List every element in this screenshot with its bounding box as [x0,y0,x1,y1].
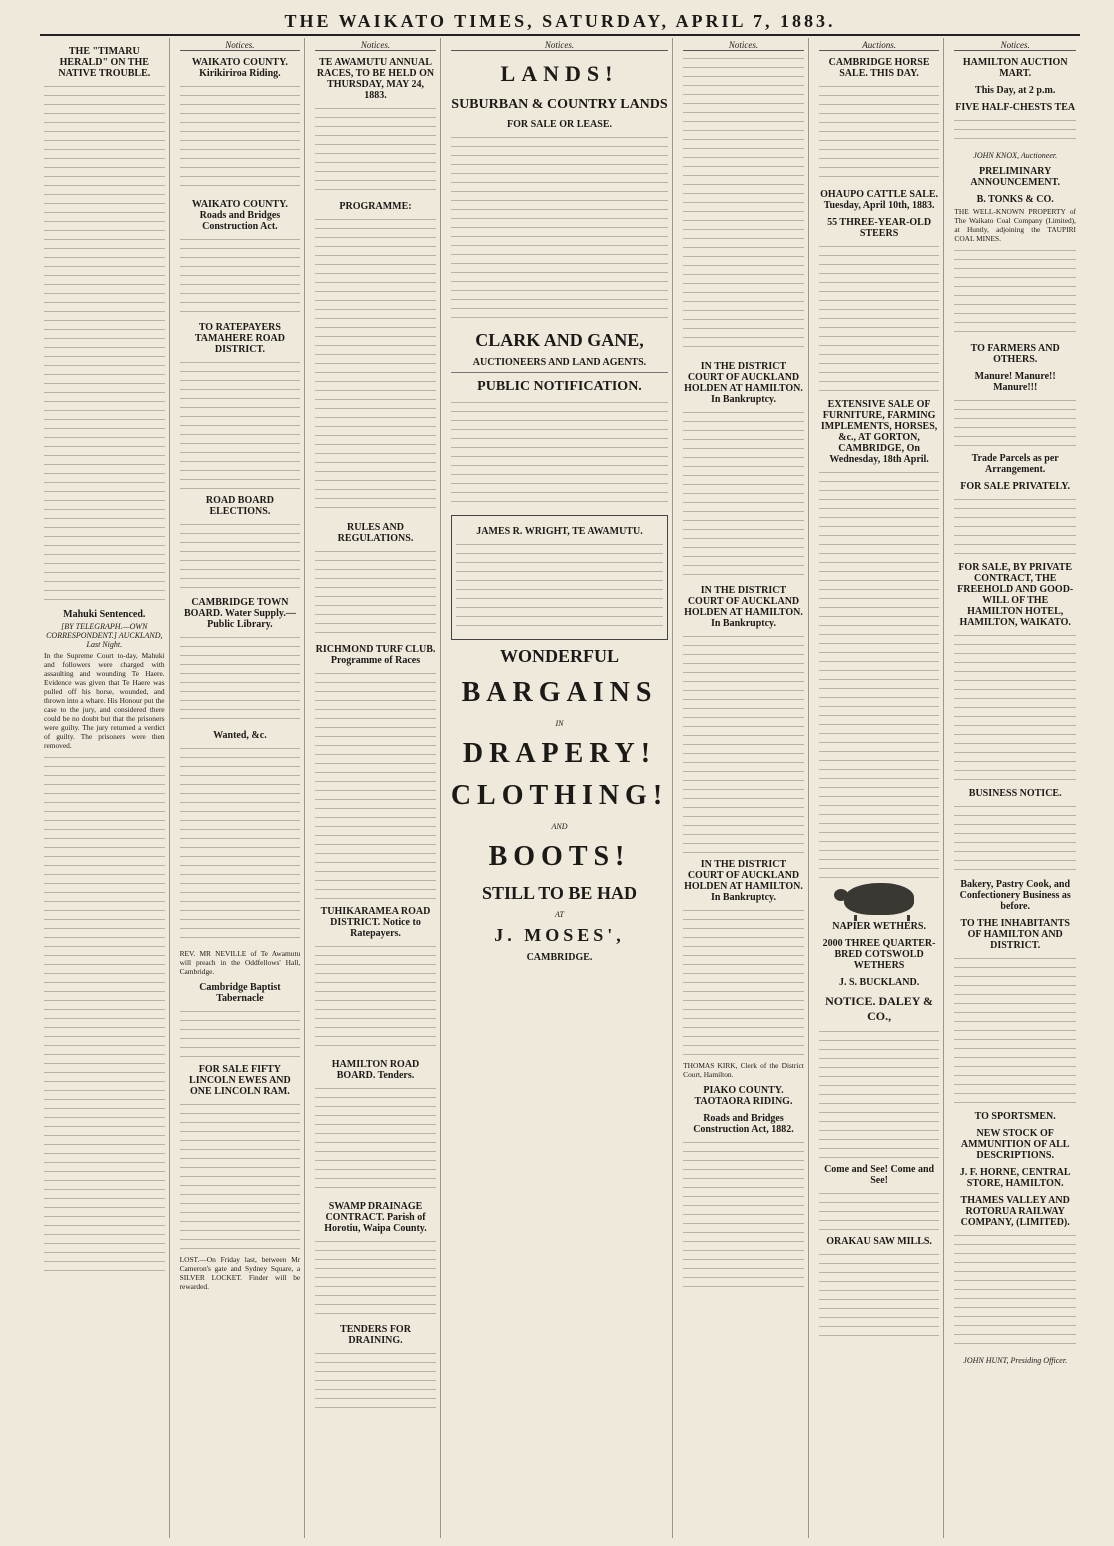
ad-tea: FIVE HALF-CHESTS TEA [955,102,1076,113]
ad-at: AT [554,910,565,919]
article-text-block [44,754,165,1274]
notice-text [683,409,804,579]
notice-elections: ROAD BOARD ELECTIONS. [205,495,274,517]
column-heading: Auctions. [819,40,940,51]
column-7 [950,38,1080,1538]
article-title: THE "TIMARU HERALD" ON THE NATIVE TROUBLE. [58,46,151,79]
ad-knox: JOHN KNOX, Auctioneer. [973,151,1058,160]
ad-bakery: Bakery, Pastry Cook, and Confectionery Business as before. [959,879,1071,912]
ad-cambridge: CAMBRIDGE. [526,952,593,963]
ad-text [819,243,940,393]
ad-horse-sale: CAMBRIDGE HORSE SALE. THIS DAY. [828,57,930,79]
ad-wright [451,515,668,640]
ad-text [819,1190,940,1230]
ad-auctioneers: AUCTIONEERS AND LAND AGENTS. [472,357,647,368]
ad-this-day: This Day, at 2 p.m. [975,85,1056,96]
ad-boots: BOOTS! [488,841,631,872]
notice-text [315,670,436,900]
notice-piako: PIAKO COUNTY. TAOTAORA RIDING. [694,1085,793,1107]
ad-extensive-sale: EXTENSIVE SALE OF FURNITURE, FARMING IMPLEMENTS, HORSES, &c., AT GORTON, CAMBRIDGE, On Wednesday, 18th April. [820,399,938,465]
notice-text [683,907,804,1057]
ad-steers: 55 THREE-YEAR-OLD STEERS [827,217,932,239]
notice-kirk: THOMAS KIRK, Clerk of the District Court, Hamilton. [683,1061,804,1079]
ad-business: BUSINESS NOTICE. [968,788,1062,799]
ad-text [819,83,940,183]
notice-baptist: Cambridge Baptist Tabernacle [199,982,281,1004]
byline: [BY TELEGRAPH.—OWN CORRESPONDENT.] AUCKLAND, Last Night. [46,622,163,649]
ad-wonderful: WONDERFUL [499,646,619,666]
column-heading: Notices. [683,40,804,51]
ad-text [954,632,1076,782]
ad-inhabitants: TO THE INHABITANTS OF HAMILTON AND DISTRICT. [960,918,1070,951]
column-heading: Notices. [315,40,436,51]
notice-neville: REV. MR NEVILLE of Te Awamutu will preach in the Oddfellows' Hall, Cambridge. [179,949,301,976]
notice-text [315,1085,436,1195]
notice-court-2: IN THE DISTRICT COURT OF AUCKLAND HOLDEN AT HAMILTON. In Bankruptcy. [684,585,803,629]
ad-orakau: ORAKAU SAW MILLS. [826,1236,932,1247]
ad-in: IN [555,719,564,728]
notice-waikato-county: WAIKATO COUNTY. Kirikiriroa Riding. [191,57,288,79]
ad-bargains: BARGAINS [461,677,658,708]
ad-text [954,117,1076,147]
column-3 [311,38,441,1538]
notice-piako-roads: Roads and Bridges Construction Act, 1882. [693,1113,794,1135]
column-heading: Notices. [180,40,301,51]
ad-railway: THAMES VALLEY AND ROTORUA RAILWAY COMPANY, (LIMITED). [960,1195,1070,1228]
notice-text [180,359,301,489]
notice-text [683,1139,804,1289]
ad-text [954,803,1076,873]
ad-wethers: 2000 THREE QUARTER-BRED COTSWOLD WETHERS [822,938,936,971]
ad-text [954,955,1076,1105]
notice-tamahere: TO RATEPAYERS TAMAHERE ROAD DISTRICT. [194,322,285,355]
rules-heading: RULES AND REGULATIONS. [337,522,414,544]
article-paragraph: In the Supreme Court to-day, Mahuki and followers were charged with assaulting and wounding Te Haere. Evidence was given that Te Haere was pulled off his horse, wounded, and thrown into a whare. His Honour put the case to the jury, and considered there could be no doubt but that the prisoners were guilty. The jury returned a verdict of guilty. The prisoners were then removed. [44,651,165,750]
notice-richmond: RICHMOND TURF CLUB. Programme of Races [315,644,436,666]
notice-text [315,1350,436,1410]
ad-clark-gane: CLARK AND GANE, [475,330,644,350]
notice-lost: LOST.—On Friday last, between Mr Cameron's gate and Sydney Square, a SILVER LOCKET. Finder will be rewarded. [179,1255,301,1291]
column-6 [815,38,945,1538]
notice-text [683,55,804,355]
ad-daley: NOTICE. DALEY & CO., [825,994,934,1023]
column-heading: Notices. [451,40,668,51]
ad-trade: Trade Parcels as per Arrangement. [971,453,1059,475]
ad-horne: J. F. HORNE, CENTRAL STORE, HAMILTON. [959,1167,1071,1189]
ad-moses: J. MOSES', [494,925,625,945]
notice-text [180,521,301,591]
notice-text [180,1101,301,1251]
notice-tuhikaramea: TUHIKARAMEA ROAD DISTRICT. Notice to Ratepayers. [320,906,431,939]
notice-roads-bridges: WAIKATO COUNTY. Roads and Bridges Construction Act. [191,199,288,232]
ad-suburban: SUBURBAN & COUNTRY LANDS [451,97,668,112]
section-wanted: Wanted, &c. [213,730,267,741]
ad-ohaupo: OHAUPO CATTLE SALE. Tuesday, April 10th, 1883. [820,189,939,211]
ad-taupiri: THE WELL-KNOWN PROPERTY of The Waikato Coal Company (Limited), at Huntly, adjoining the TAUPIRI COAL MINES. [954,207,1076,243]
ad-text [954,496,1076,556]
ad-prelim: PRELIMINARY ANNOUNCEMENT. [970,166,1060,188]
ad-drapery: DRAPERY! [462,738,657,769]
ad-text [456,541,663,631]
notice-text [180,634,301,724]
notice-text [315,1238,436,1318]
column-1 [40,38,170,1538]
column-4 [447,38,673,1538]
notice-text [315,943,436,1053]
notice-court-3: IN THE DISTRICT COURT OF AUCKLAND HOLDEN AT HAMILTON. In Bankruptcy. [684,859,803,903]
ad-text [954,247,1076,337]
ad-sportsmen: TO SPORTSMEN. [974,1111,1056,1122]
notice-tenders: TENDERS FOR DRAINING. [340,1324,411,1346]
ad-buckland: J. S. BUCKLAND. [838,977,920,988]
ad-text [819,1251,940,1341]
ad-for-sale-lease: FOR SALE OR LEASE. [506,119,612,130]
ad-text [954,1232,1076,1352]
article-text-block [44,83,165,603]
notice-races: TE AWAMUTU ANNUAL RACES, TO BE HELD ON THURSDAY, MAY 24, 1883. [316,57,435,101]
ad-text [451,134,668,324]
notice-text [451,399,668,509]
masthead: THE WAIKATO TIMES, SATURDAY, APRIL 7, 1883. [40,8,1080,36]
column-5 [679,38,809,1538]
notice-text [180,83,301,193]
ad-manure: Manure! Manure!! Manure!!! [974,371,1056,393]
column-heading: Notices. [954,40,1076,51]
ad-private: FOR SALE PRIVATELY. [960,481,1071,492]
notice-text [180,745,301,945]
notice-text [180,236,301,316]
notice-court-1: IN THE DISTRICT COURT OF AUCKLAND HOLDEN AT HAMILTON. In Bankruptcy. [684,361,803,405]
notice-hamilton-road-board: HAMILTON ROAD BOARD. Tenders. [331,1059,420,1081]
ad-mart: HAMILTON AUCTION MART. [962,57,1068,79]
notice-swamp-drainage: SWAMP DRAINAGE CONTRACT. Parish of Horotiu, Waipa County. [324,1201,427,1234]
ad-tonks: B. TONKS & CO. [976,194,1054,205]
public-notification: PUBLIC NOTIFICATION. [477,379,642,394]
ad-text [954,397,1076,447]
notice-for-sale: FOR SALE FIFTY LINCOLN EWES AND ONE LINCOLN RAM. [189,1064,291,1097]
ad-hunt: JOHN HUNT, Presiding Officer. [963,1356,1068,1365]
notice-text [180,1008,301,1058]
ad-hamilton-hotel: FOR SALE, BY PRIVATE CONTRACT, THE FREEHOLD AND GOOD-WILL OF THE HAMILTON HOTEL, HAMILTON, WAIKATO. [957,562,1074,628]
notice-cambridge-town-board: CAMBRIDGE TOWN BOARD. Water Supply.—Public Library. [183,597,296,630]
ad-lands: LANDS! [500,61,619,86]
notice-text [315,105,436,195]
page-columns [40,38,1080,1538]
column-2 [176,38,306,1538]
notice-text [315,548,436,638]
ad-and: AND [551,822,568,831]
ad-farmers: TO FARMERS AND OTHERS. [970,343,1060,365]
ad-text [819,1028,940,1158]
sheep-icon [844,883,914,915]
ad-wright-title: JAMES R. WRIGHT, TE AWAMUTU. [476,526,643,537]
ad-text [819,469,940,879]
article-heading-sentenced: Mahuki Sentenced. [63,609,146,620]
ad-napier: NAPIER WETHERS. [832,921,926,932]
ad-still: STILL TO BE HAD [482,883,637,903]
ad-ammunition: NEW STOCK OF AMMUNITION OF ALL DESCRIPTIONS. [960,1128,1070,1161]
notice-text [315,216,436,516]
ad-clothing: CLOTHING! [450,780,669,811]
ad-come-and-see: Come and See! Come and See! [824,1164,935,1186]
programme-heading: PROGRAMME: [339,201,412,212]
notice-text [683,633,804,853]
